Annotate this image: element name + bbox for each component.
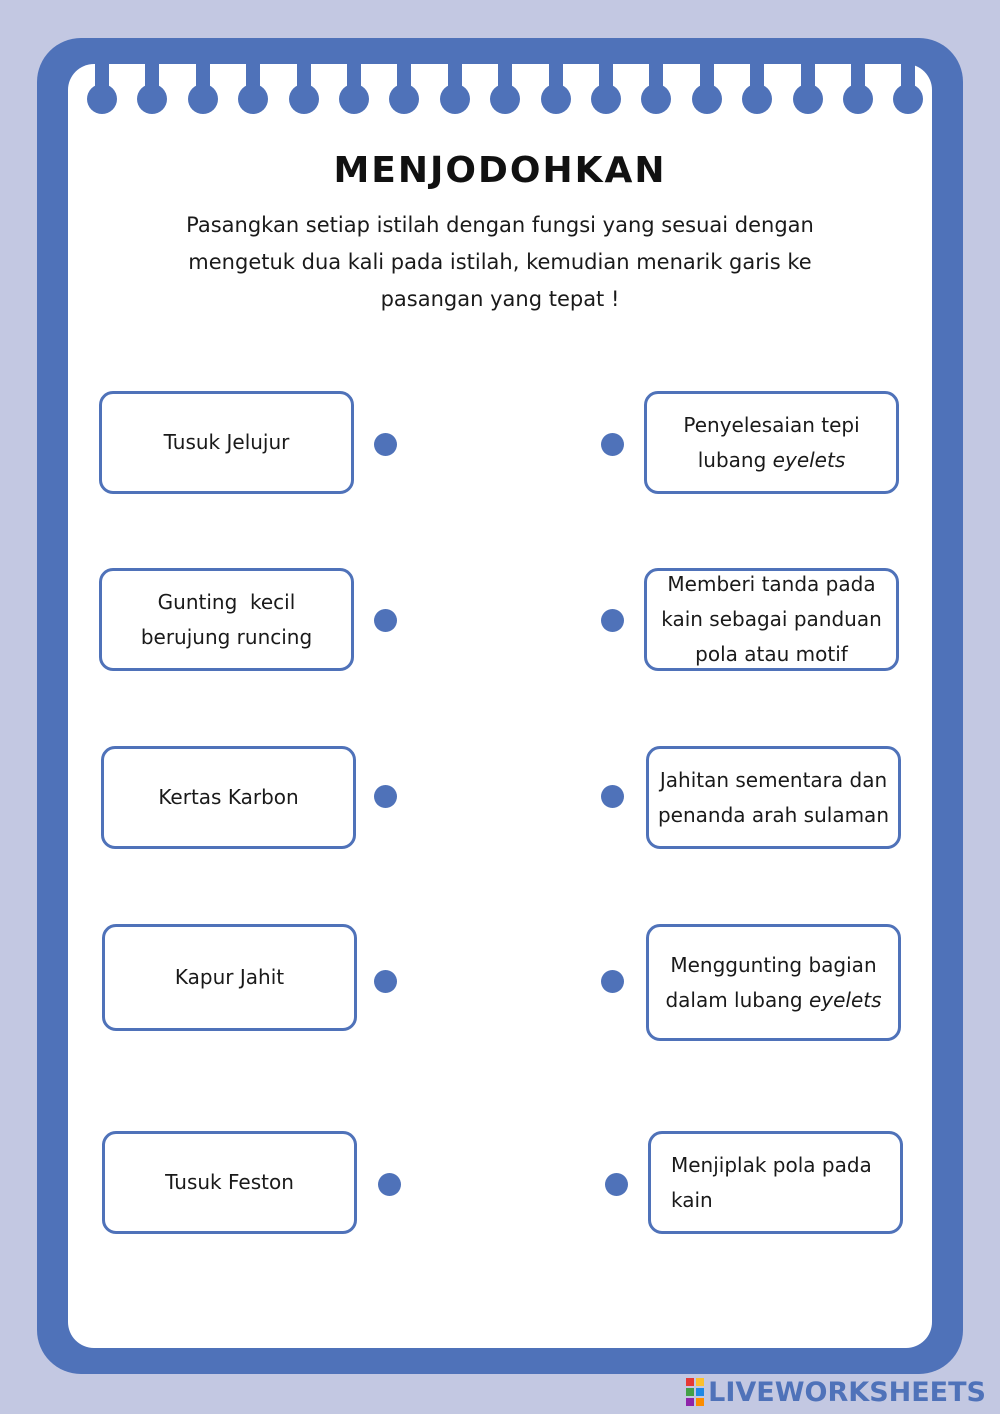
term-label: Kertas Karbon <box>158 785 299 809</box>
term-card-kapur-jahit[interactable] <box>102 924 357 1031</box>
binding-ring-hole <box>238 84 268 114</box>
instructions-line-3: pasangan yang tepat ! <box>380 287 620 311</box>
term-label: berujung runcing <box>140 624 313 649</box>
function-connector-dot[interactable] <box>601 970 624 993</box>
term-card-gunting-kecil[interactable] <box>99 568 354 671</box>
function-label-italic: eyelets <box>772 447 846 472</box>
function-label: Menjiplak pola pada <box>671 1152 872 1177</box>
brand-name: LIVEWORKSHEETS <box>708 1376 986 1408</box>
function-connector-dot[interactable] <box>601 433 624 456</box>
liveworksheets-logo-icon <box>686 1378 704 1406</box>
term-connector-dot[interactable] <box>374 785 397 808</box>
binding-ring-hole <box>188 84 218 114</box>
instructions <box>170 207 830 318</box>
binding-ring-hole <box>793 84 823 114</box>
function-card-jahitan-sementara[interactable] <box>646 746 901 849</box>
function-label <box>665 983 881 1018</box>
term-label: Tusuk Jelujur <box>163 430 290 454</box>
binding-ring-hole <box>440 84 470 114</box>
function-label: Jahitan sementara dan <box>659 767 888 792</box>
term-card-kertas-karbon[interactable] <box>101 746 356 849</box>
function-label <box>683 443 859 478</box>
instructions-line-2: mengetuk dua kali pada istilah, kemudian menarik garis ke <box>188 250 812 274</box>
logo-square <box>686 1388 694 1396</box>
term-card-tusuk-feston[interactable] <box>102 1131 357 1234</box>
function-label: pola atau motif <box>695 642 848 666</box>
term-label: Tusuk Feston <box>165 1170 294 1194</box>
term-label: Kapur Jahit <box>174 965 285 989</box>
binding-ring-hole <box>591 84 621 114</box>
function-connector-dot[interactable] <box>601 785 624 808</box>
logo-square <box>696 1378 704 1386</box>
function-label: Memberi tanda pada <box>667 572 876 596</box>
function-label: kain <box>671 1187 713 1212</box>
function-connector-dot[interactable] <box>605 1173 628 1196</box>
logo-square <box>696 1398 704 1406</box>
liveworksheets-footer[interactable] <box>686 1374 986 1410</box>
function-label-text: dalam lubang <box>665 987 809 1012</box>
binding-ring-hole <box>843 84 873 114</box>
term-connector-dot[interactable] <box>374 433 397 456</box>
function-label: Penyelesaian tepi <box>683 412 860 437</box>
logo-square <box>696 1388 704 1396</box>
function-card-memberi-tanda[interactable] <box>644 568 899 671</box>
term-label: Gunting kecil <box>157 589 296 614</box>
logo-square <box>686 1378 694 1386</box>
binding-ring-hole <box>541 84 571 114</box>
function-label-italic: eyelets <box>808 987 882 1012</box>
page-title: MENJODOHKAN <box>333 150 667 191</box>
instructions-line-1: Pasangkan setiap istilah dengan fungsi yang sesuai dengan <box>186 213 814 237</box>
function-label: penanda arah sulaman <box>657 802 889 827</box>
function-card-penyelesaian-tepi[interactable] <box>644 391 899 494</box>
function-label-text: lubang <box>697 447 773 472</box>
binding-ring-hole <box>490 84 520 114</box>
function-label: Menggunting bagian <box>670 952 877 977</box>
function-label: kain sebagai panduan <box>661 607 882 631</box>
term-connector-dot[interactable] <box>374 609 397 632</box>
term-card-tusuk-jelujur[interactable] <box>99 391 354 494</box>
binding-ring-hole <box>289 84 319 114</box>
binding-ring-hole <box>692 84 722 114</box>
binding-ring-hole <box>87 84 117 114</box>
binding-ring-hole <box>339 84 369 114</box>
function-connector-dot[interactable] <box>601 609 624 632</box>
term-connector-dot[interactable] <box>378 1173 401 1196</box>
function-card-menjiplak-pola[interactable] <box>648 1131 903 1234</box>
binding-ring-hole <box>742 84 772 114</box>
term-connector-dot[interactable] <box>374 970 397 993</box>
function-card-menggunting-bagian[interactable] <box>646 924 901 1041</box>
logo-square <box>686 1398 694 1406</box>
